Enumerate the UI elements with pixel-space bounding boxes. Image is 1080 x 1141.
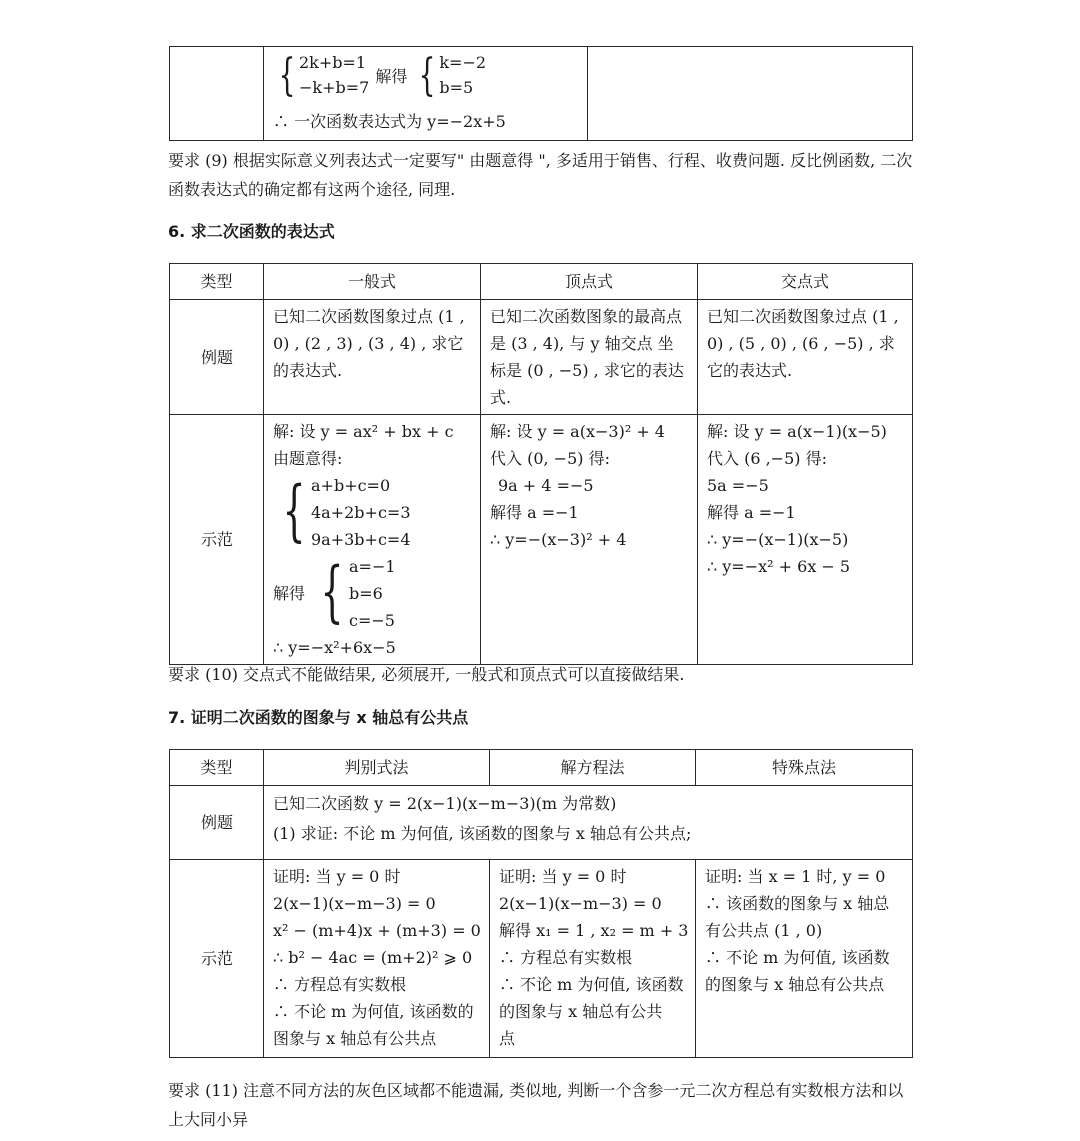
equation: a=−1 [349, 557, 396, 576]
solution-line: 代入 (6 ,−5) 得: [707, 449, 827, 468]
header-solve-equation-method: 解方程法 [490, 750, 696, 786]
equation: a+b+c=0 [311, 476, 391, 495]
top-table-empty-cell [170, 47, 264, 141]
note-11: 要求 (11) 注意不同方法的灰色区域都不能遗漏, 类似地, 判断一个含参一元二次方程总有实数根方法和以上大同小异 [168, 1081, 904, 1129]
proof-line: ∴ 方程总有实数根 [273, 975, 407, 994]
header-discriminant-method: 判别式法 [264, 750, 490, 786]
solution-line: 解: 设 y = a(x−1)(x−5) [707, 422, 887, 441]
proof-line: ∴ 该函数的图象与 x 轴总 [705, 894, 890, 913]
equation: k=−2 [439, 53, 487, 72]
demo-intersect [698, 415, 913, 665]
proof-line: 证明: 当 y = 0 时 [273, 867, 401, 886]
proof-line: ∴ 不论 m 为何值, 该函数 [705, 948, 890, 967]
demo-solve-equation [490, 860, 696, 1058]
proof-line: ∴ 方程总有实数根 [499, 948, 633, 967]
proof-line: 解得 x₁ = 1 , x₂ = m + 3 [499, 921, 689, 940]
header-type: 类型 [170, 750, 264, 786]
equation-system-3: { a+b+c=0 4a+2b+c=3 9a+3b+c=4 [273, 472, 472, 553]
row-label-demo: 示范 [170, 415, 264, 665]
proof-line: ∴ 不论 m 为何值, 该函数的 [273, 1002, 474, 1021]
solution-line: 解得 a =−1 [707, 503, 796, 522]
solution-line: ∴ y=−(x−3)² + 4 [490, 530, 627, 549]
proof-line: ∴ b² − 4ac = (m+2)² ⩾ 0 [273, 948, 473, 967]
proof-line: 点 [499, 1029, 516, 1048]
equation: −k+b=7 [299, 78, 370, 97]
row-label-demo: 示范 [170, 860, 264, 1058]
example-line: (1) 求证: 不论 m 为何值, 该函数的图象与 x 轴总有公共点; [273, 824, 692, 843]
solve-word: 解得 [273, 584, 306, 603]
equation: b=5 [439, 78, 474, 97]
solve-word: 解得 [375, 66, 408, 86]
proof-line: 2(x−1)(x−m−3) = 0 [499, 894, 662, 913]
header-intersect-form: 交点式 [698, 264, 913, 300]
proof-line: ∴ 不论 m 为何值, 该函数 [499, 975, 684, 994]
equation: 2k+b=1 [299, 53, 367, 72]
proof-line: 证明: 当 x = 1 时, y = 0 [705, 867, 886, 886]
equation: b=6 [349, 584, 383, 603]
equation-system-2: { k=−2 b=5 [418, 50, 487, 101]
example-general: 已知二次函数图象过点 (1 , 0) , (2 , 3) , (3 , 4) , 求它的表达式. [264, 300, 481, 415]
proof-line: 的图象与 x 轴总有公共 [499, 1002, 663, 1021]
solution-line: 解: 设 y = ax² + bx + c [273, 422, 454, 441]
top-table-solution-cell [264, 47, 588, 141]
proof-line: x² − (m+4)x + (m+3) = 0 [273, 921, 481, 940]
solution-line: 9a + 4 =−5 [498, 476, 594, 495]
proof-line: 证明: 当 y = 0 时 [499, 867, 627, 886]
equation-system-1: { 2k+b=1 −k+b=7 [278, 50, 370, 101]
example-intersect: 已知二次函数图象过点 (1 , 0) , (5 , 0) , (6 , −5) , 求它的表达式. [698, 300, 913, 415]
equation: 4a+2b+c=3 [311, 503, 411, 522]
common-point-proof-table [169, 749, 913, 1058]
example-statement [264, 786, 913, 860]
note-10: 要求 (10) 交点式不能做结果, 必须展开, 一般式和顶点式可以直接做结果. [168, 665, 685, 684]
proof-line: 的图象与 x 轴总有公共点 [705, 975, 885, 994]
top-table [169, 46, 913, 141]
solution-result: ∴ y=−x²+6x−5 [273, 638, 396, 657]
note-9: 要求 (9) 根据实际意义列表达式一定要写" 由题意得 ", 多适用于销售、行程、收费问题. 反比例函数, 二次函数表达式的确定都有这两个途径, 同理. [168, 151, 913, 199]
proof-line: 图象与 x 轴总有公共点 [273, 1029, 437, 1048]
demo-discriminant [264, 860, 490, 1058]
demo-general [264, 415, 481, 665]
header-special-point-method: 特殊点法 [696, 750, 913, 786]
solution-line: 由题意得: [273, 449, 343, 468]
solution-line: 5a =−5 [707, 476, 769, 495]
header-vertex-form: 顶点式 [481, 264, 698, 300]
section-6-title: 6. 求二次函数的表达式 [168, 222, 335, 241]
header-type: 类型 [170, 264, 264, 300]
solution-line: 代入 (0, −5) 得: [490, 449, 610, 468]
section-7-title: 7. 证明二次函数的图象与 x 轴总有公共点 [168, 708, 469, 727]
solution-line: ∴ y=−x² + 6x − 5 [707, 557, 851, 576]
equation: c=−5 [349, 611, 395, 630]
equation: 9a+3b+c=4 [311, 530, 411, 549]
row-label-example: 例题 [170, 300, 264, 415]
row-label-example: 例题 [170, 786, 264, 860]
example-line: 已知二次函数 y = 2(x−1)(x−m−3)(m 为常数) [273, 794, 617, 813]
solution-line: ∴ y=−(x−1)(x−5) [707, 530, 849, 549]
equation-system-4: { a=−1 b=6 c=−5 [311, 553, 396, 634]
solution-line: 解: 设 y = a(x−3)² + 4 [490, 422, 665, 441]
demo-special-point [696, 860, 913, 1058]
top-table-right-cell [588, 47, 913, 141]
header-general-form: 一般式 [264, 264, 481, 300]
proof-line: 2(x−1)(x−m−3) = 0 [273, 894, 436, 913]
quadratic-expression-table [169, 263, 913, 665]
solution-line: 解得 a =−1 [490, 503, 579, 522]
example-vertex: 已知二次函数图象的最高点是 (3 , 4), 与 y 轴交点 坐标是 (0 , −5) , 求它的表达式. [481, 300, 698, 415]
demo-vertex [481, 415, 698, 665]
conclusion-line: ∴ 一次函数表达式为 y=−2x+5 [273, 112, 506, 131]
proof-line: 有公共点 (1 , 0) [705, 921, 823, 940]
